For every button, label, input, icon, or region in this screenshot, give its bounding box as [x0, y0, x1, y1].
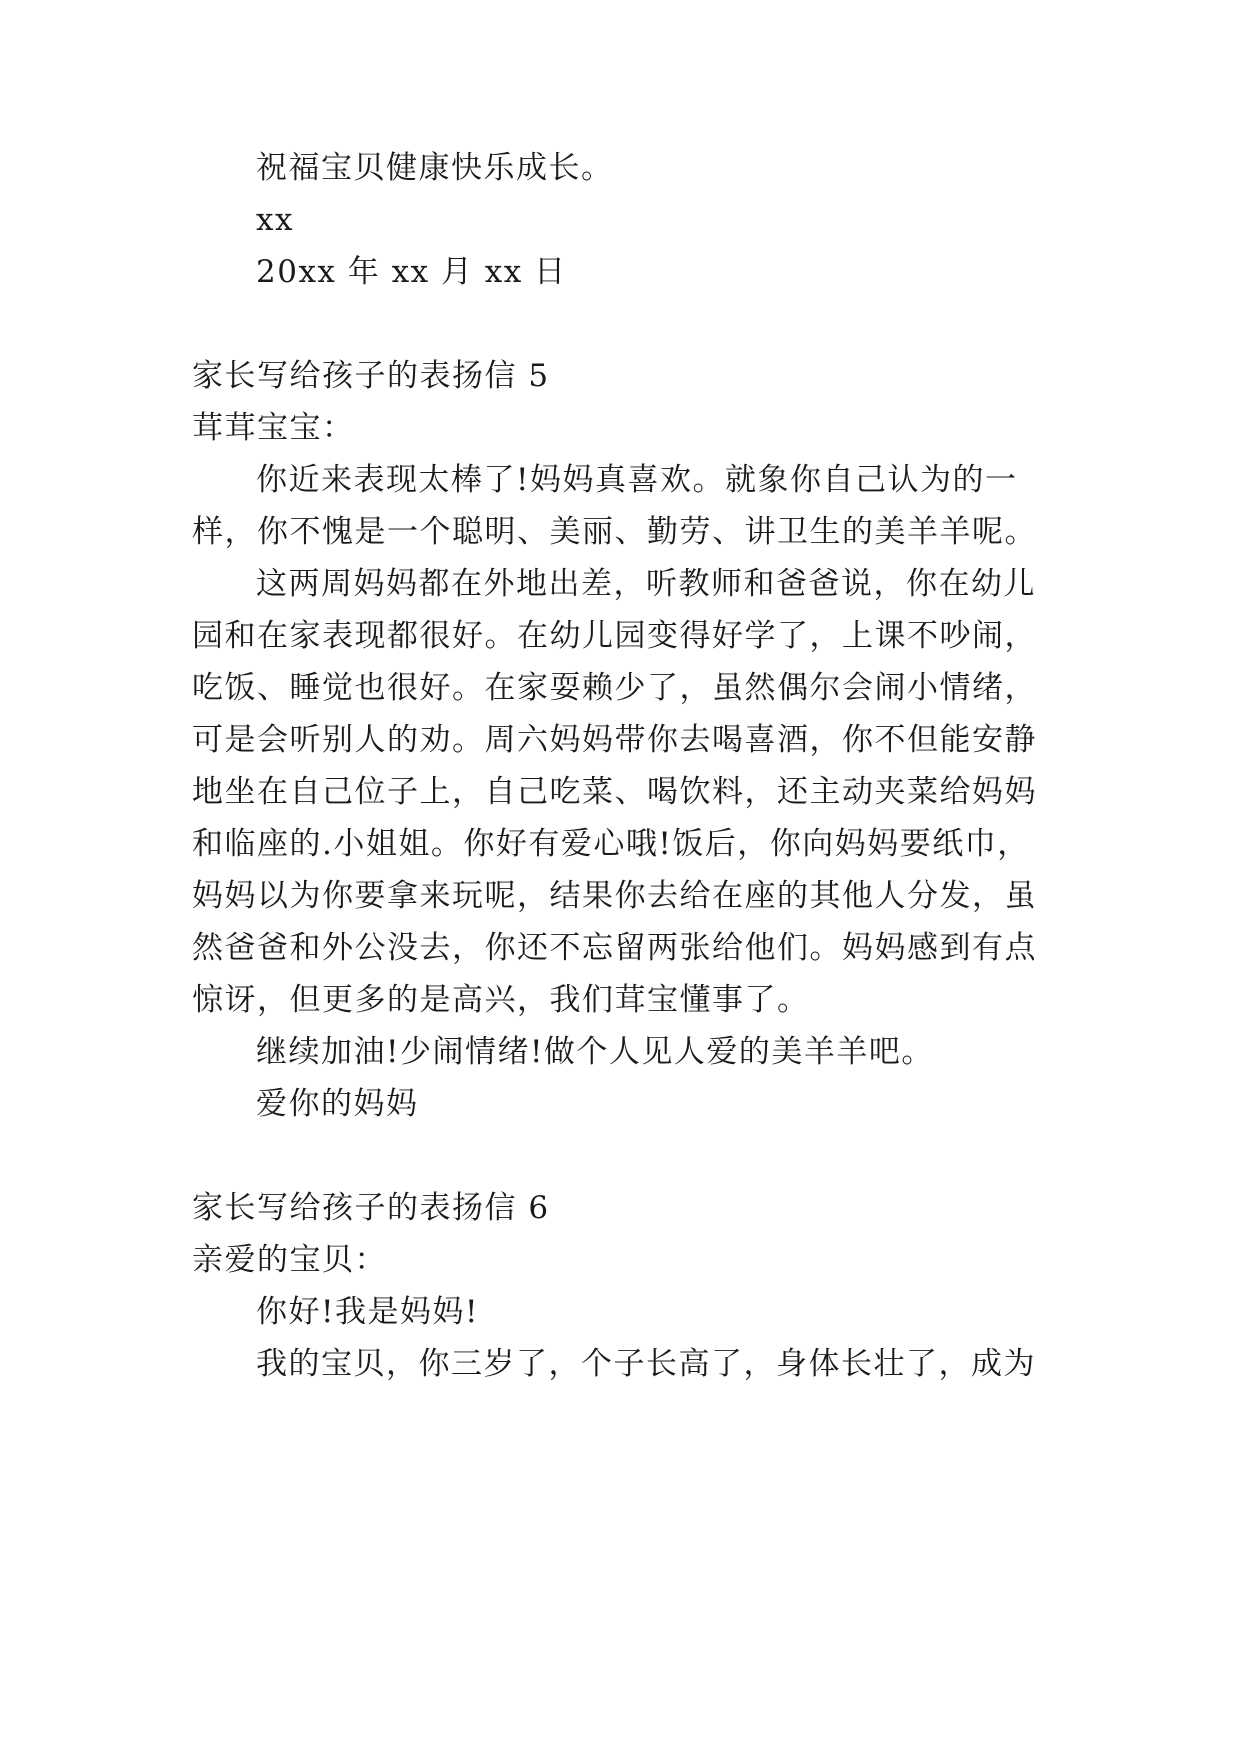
- letter6-line: 你好!我是妈妈!: [256, 1294, 479, 1330]
- letter5-line: 然爸爸和外公没去，你还不忘留两张给他们。妈妈感到有点: [192, 930, 1037, 966]
- letter5-signoff: 爱你的妈妈: [256, 1086, 419, 1122]
- letter5-line: 样，你不愧是一个聪明、美丽、勤劳、讲卫生的美羊羊呢。: [192, 514, 1037, 550]
- closing-signature: xx: [256, 202, 294, 238]
- letter5-line: 和临座的.小姐姐。你好有爱心哦!饭后，你向妈妈要纸巾，: [192, 826, 1030, 862]
- letter5-title: 家长写给孩子的表扬信 5: [192, 358, 550, 394]
- letter5-line: 这两周妈妈都在外地出差，听教师和爸爸说，你在幼儿: [256, 566, 1036, 602]
- letter6-title: 家长写给孩子的表扬信 6: [192, 1190, 550, 1226]
- letter5-line: 妈妈以为你要拿来玩呢，结果你去给在座的其他人分发，虽: [192, 878, 1037, 914]
- letter5-salutation: 茸茸宝宝：: [192, 410, 355, 446]
- letter5-line: 地坐在自己位子上，自己吃菜、喝饮料，还主动夹菜给妈妈: [192, 774, 1037, 810]
- closing-wish: 祝福宝贝健康快乐成长。: [256, 150, 614, 186]
- letter6-line: 我的宝贝，你三岁了，个子长高了，身体长壮了，成为: [256, 1346, 1036, 1382]
- letter5-line: 可是会听别人的劝。周六妈妈带你去喝喜酒，你不但能安静: [192, 722, 1037, 758]
- letter6-salutation: 亲爱的宝贝：: [192, 1242, 387, 1278]
- closing-date: 20xx 年 xx 月 xx 日: [256, 254, 567, 290]
- letter5-line: 园和在家表现都很好。在幼儿园变得好学了，上课不吵闹，: [192, 618, 1037, 654]
- letter5-line: 吃饭、睡觉也很好。在家耍赖少了，虽然偶尔会闹小情绪，: [192, 670, 1037, 706]
- letter5-line: 你近来表现太棒了!妈妈真喜欢。就象你自己认为的一: [256, 462, 1018, 498]
- letter5-line: 继续加油!少闹情绪!做个人见人爱的美羊羊吧。: [256, 1034, 934, 1070]
- letter5-line: 惊讶，但更多的是高兴，我们茸宝懂事了。: [192, 982, 810, 1018]
